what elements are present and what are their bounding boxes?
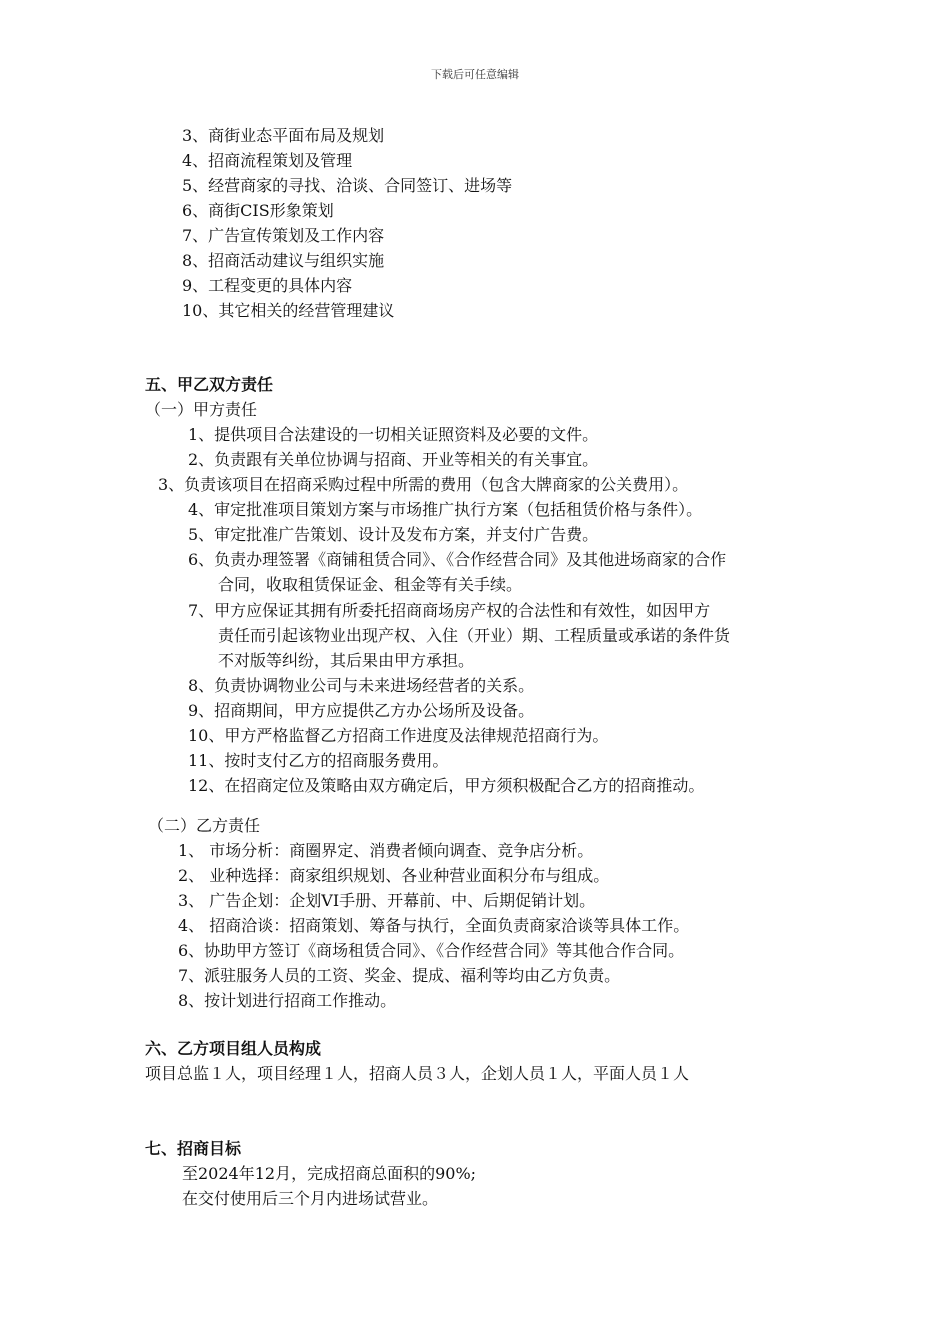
list-item: 4、审定批准项目策划方案与市场推广执行方案（包括租赁价格与条件）。 bbox=[188, 500, 703, 519]
list-item: 10、其它相关的经营管理建议 bbox=[182, 301, 395, 320]
list-item: 11、按时支付乙方的招商服务费用。 bbox=[188, 751, 449, 770]
list-item: 1、 市场分析：商圈界定、消费者倾向调查、竞争店分析。 bbox=[178, 841, 594, 860]
subsection-heading: （二）乙方责任 bbox=[148, 816, 261, 835]
list-item-continuation: 合同，收取租赁保证金、租金等有关手续。 bbox=[218, 575, 523, 594]
list-item: 2、负责跟有关单位协调与招商、开业等相关的有关事宜。 bbox=[188, 450, 599, 469]
list-item: 9、工程变更的具体内容 bbox=[182, 276, 353, 295]
list-item: 5、审定批准广告策划、设计及发布方案，并支付广告费。 bbox=[188, 525, 599, 544]
list-item: 8、按计划进行招商工作推动。 bbox=[178, 991, 397, 1010]
list-item: 2、 业种选择：商家组织规划、各业种营业面积分布与组成。 bbox=[178, 866, 610, 885]
paragraph: 至2024年12月，完成招商总面积的90%; bbox=[182, 1164, 477, 1183]
list-item-continuation: 责任而引起该物业出现产权、入住（开业）期、工程质量或承诺的条件货 bbox=[218, 626, 731, 645]
paragraph: 在交付使用后三个月内进场试营业。 bbox=[182, 1189, 439, 1208]
list-item: 7、广告宣传策划及工作内容 bbox=[182, 226, 385, 245]
list-item: 10、甲方严格监督乙方招商工作进度及法律规范招商行为。 bbox=[188, 726, 609, 745]
list-item: 6、商街CIS形象策划 bbox=[182, 201, 334, 220]
subsection-heading: （一）甲方责任 bbox=[145, 400, 258, 419]
list-item: 9、招商期间，甲方应提供乙方办公场所及设备。 bbox=[188, 701, 535, 720]
list-item: 3、负责该项目在招商采购过程中所需的费用（包含大牌商家的公关费用）。 bbox=[158, 475, 689, 494]
list-item: 12、在招商定位及策略由双方确定后，甲方须积极配合乙方的招商推动。 bbox=[188, 776, 705, 795]
list-item: 4、 招商洽谈：招商策划、筹备与执行，全面负责商家洽谈等具体工作。 bbox=[178, 916, 690, 935]
list-item: 3、 广告企划：企划VI手册、开幕前、中、后期促销计划。 bbox=[178, 891, 596, 910]
list-item: 1、提供项目合法建设的一切相关证照资料及必要的文件。 bbox=[188, 425, 599, 444]
list-item: 4、招商流程策划及管理 bbox=[182, 151, 353, 170]
list-item: 6、协助甲方签订《商场租赁合同》、《合作经营合同》等其他合作合同。 bbox=[178, 941, 685, 960]
list-item: 5、经营商家的寻找、洽谈、合同签订、进场等 bbox=[182, 176, 513, 195]
section-heading: 六、乙方项目组人员构成 bbox=[145, 1039, 322, 1058]
list-item: 8、招商活动建议与组织实施 bbox=[182, 251, 385, 270]
paragraph: 项目总监１人，项目经理１人，招商人员３人，企划人员１人，平面人员１人 bbox=[145, 1064, 690, 1083]
page-header: 下载后可任意编辑 bbox=[431, 68, 519, 81]
list-item: 6、负责办理签署《商铺租赁合同》、《合作经营合同》及其他进场商家的合作 bbox=[188, 550, 727, 569]
section-heading: 七、招商目标 bbox=[145, 1139, 242, 1158]
list-item: 8、负责协调物业公司与未来进场经营者的关系。 bbox=[188, 676, 535, 695]
list-item: 7、甲方应保证其拥有所委托招商商场房产权的合法性和有效性，如因甲方 bbox=[188, 601, 711, 620]
list-item: 7、派驻服务人员的工资、奖金、提成、福利等均由乙方负责。 bbox=[178, 966, 621, 985]
section-heading: 五、甲乙双方责任 bbox=[145, 375, 274, 394]
list-item-continuation: 不对版等纠纷，其后果由甲方承担。 bbox=[218, 651, 475, 670]
list-item: 3、商街业态平面布局及规划 bbox=[182, 126, 385, 145]
